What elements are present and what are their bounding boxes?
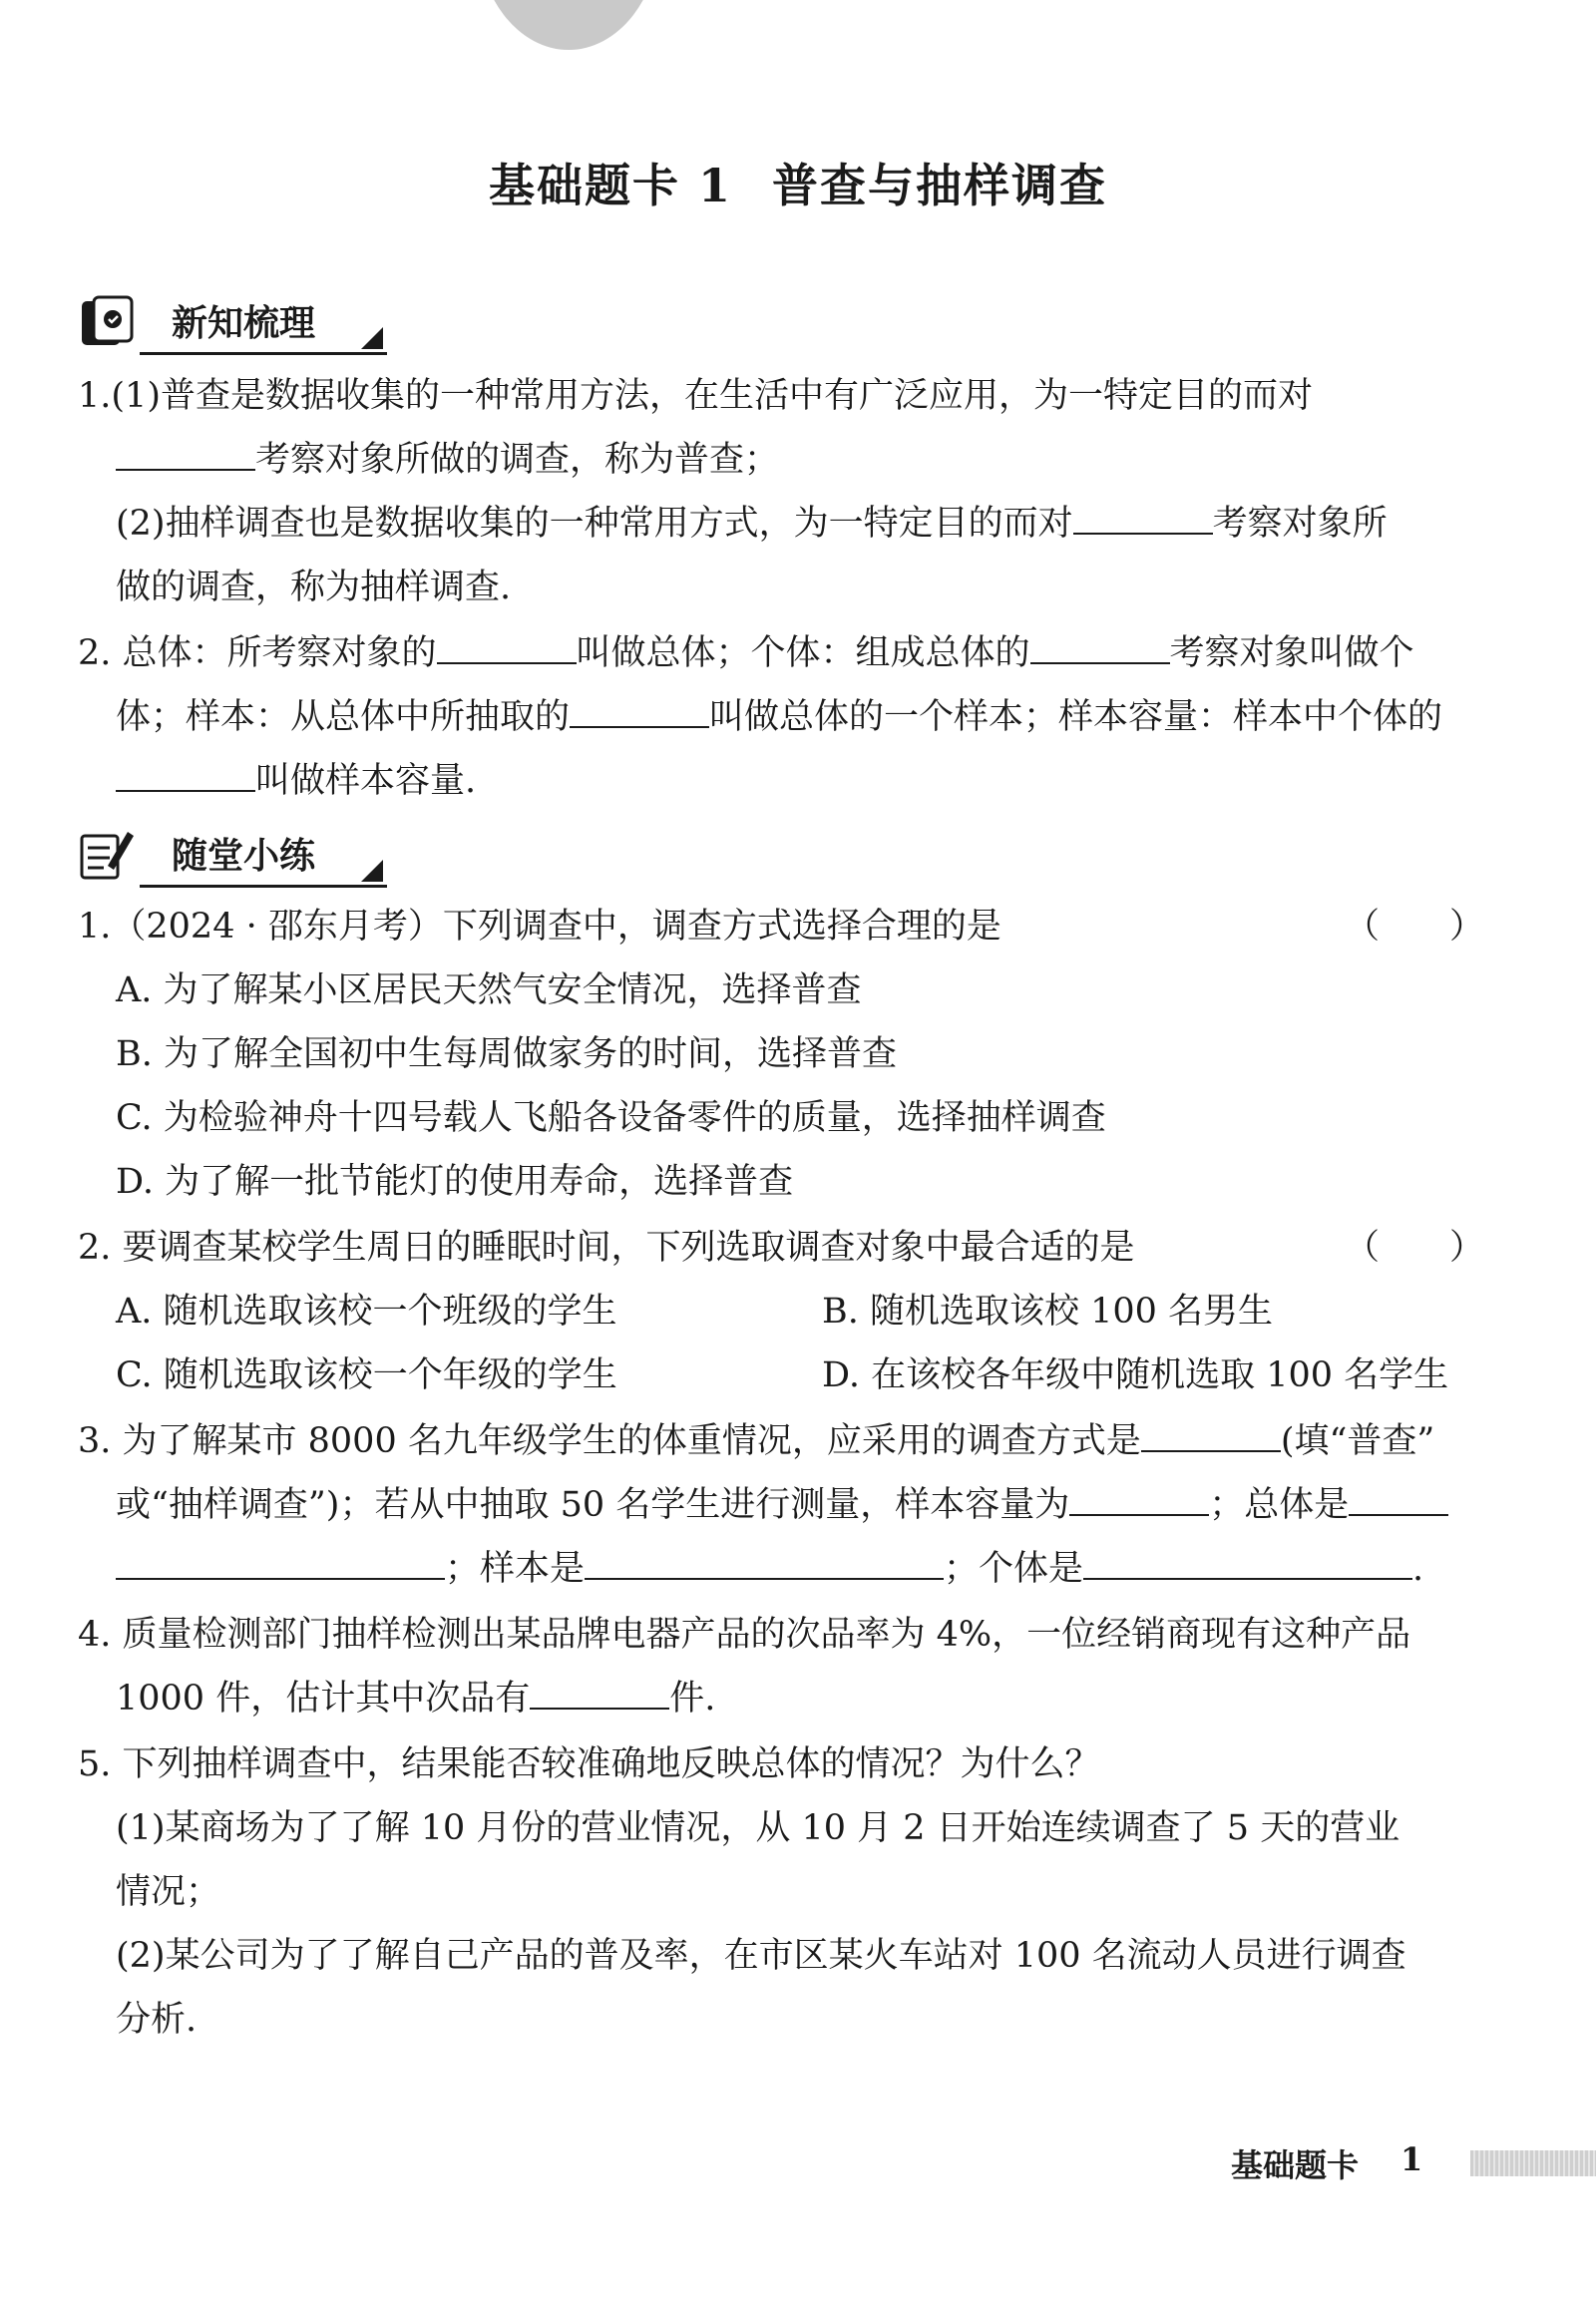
- answer-blank[interactable]: [585, 1544, 944, 1580]
- practice-q1-option-a: A. 为了解某小区居民天然气安全情况，选择普查: [116, 970, 862, 1010]
- pencil-notepad-icon: [78, 826, 136, 882]
- page-number: 1: [1400, 2140, 1423, 2178]
- practice-q4-line1: 4. 质量检测部门抽样检测出某品牌电器产品的次品率为 4%，一位经销商现有这种产品: [78, 1615, 1411, 1655]
- option-b: B. 随机选取该校 100 名男生: [822, 1292, 1274, 1332]
- answer-blank[interactable]: [1349, 1480, 1448, 1516]
- practice-q5-sub1-line1: (1)某商场为了了解 10 月份的营业情况，从 10 月 2 日开始连续调查了 5 天的营业: [116, 1808, 1400, 1848]
- answer-blank[interactable]: [116, 435, 255, 471]
- answer-bracket[interactable]: （ ）: [1344, 1228, 1484, 1268]
- knowledge-q2-line1: 2. 总体：所考察对象的 叫做总体；个体：组成总体的 考察对象叫做个: [78, 628, 1484, 678]
- section-header-new-knowledge: [78, 291, 387, 355]
- practice-q1-option-c: C. 为检验神舟十四号载人飞船各设备零件的质量，选择抽样调查: [116, 1098, 1106, 1138]
- section-label: 新知梳理: [172, 303, 316, 344]
- section-label: 随堂小练: [172, 836, 316, 877]
- practice-q3-line3: ；样本是 ；个体是 .: [116, 1544, 1484, 1594]
- knowledge-q2-line2: 体；样本：从总体中所抽取的 叫做总体的一个样本；样本容量：样本中个体的: [116, 692, 1484, 742]
- title-card-number: 基础题卡 1: [488, 159, 733, 212]
- practice-q3-line1: 3. 为了解某市 8000 名九年级学生的体重情况，应采用的调查方式是 (填“普查”: [78, 1416, 1484, 1466]
- title-topic: 普查与抽样调查: [772, 159, 1108, 212]
- page-title: [0, 150, 1596, 215]
- practice-q1-option-b: B. 为了解全国初中生每周做家务的时间，选择普查: [116, 1034, 897, 1074]
- answer-blank[interactable]: [570, 692, 709, 728]
- practice-q5-sub2-line2: 分析.: [116, 2000, 198, 2040]
- answer-blank[interactable]: [116, 756, 255, 792]
- practice-q2-options-ab: [116, 1287, 1484, 1337]
- answer-bracket[interactable]: （ ）: [1344, 907, 1484, 947]
- answer-blank[interactable]: [1083, 1544, 1412, 1580]
- section-header-practice: [78, 824, 387, 888]
- practice-q3-line2: 或“抽样调查”)；若从中抽取 50 名学生进行测量，样本容量为 ；总体是: [116, 1480, 1484, 1530]
- answer-blank[interactable]: [530, 1674, 669, 1710]
- option-d: D. 在该校各年级中随机选取 100 名学生: [822, 1355, 1449, 1395]
- answer-blank[interactable]: [1069, 1480, 1209, 1516]
- footer-decoration-bar: [1470, 2150, 1596, 2176]
- practice-q4-line2: 1000 件，估计其中次品有 件.: [116, 1674, 1484, 1724]
- knowledge-q1-line4: 做的调查，称为抽样调查.: [116, 568, 512, 607]
- answer-blank[interactable]: [116, 1544, 445, 1580]
- answer-blank[interactable]: [1073, 499, 1213, 535]
- practice-q5-sub2-line1: (2)某公司为了了解自己产品的普及率，在市区某火车站对 100 名流动人员进行调查: [116, 1936, 1406, 1976]
- practice-q1-stem: 1.（2024 · 邵东月考）下列调查中，调查方式选择合理的是 （ ）: [78, 902, 1484, 952]
- option-c: C. 随机选取该校一个年级的学生: [116, 1355, 617, 1395]
- practice-q2-options-cd: [116, 1350, 1484, 1400]
- top-tab-decoration: [477, 0, 660, 50]
- option-a: A. 随机选取该校一个班级的学生: [116, 1292, 617, 1332]
- knowledge-q2-line3: 叫做样本容量.: [116, 756, 1484, 806]
- answer-blank[interactable]: [1030, 628, 1170, 664]
- notebook-icon: [78, 293, 136, 349]
- section-underline: [140, 352, 387, 355]
- knowledge-q1-line2: 考察对象所做的调查，称为普查；: [78, 435, 1484, 485]
- practice-q2-stem: 2. 要调查某校学生周日的睡眠时间，下列选取调查对象中最合适的是 （ ）: [78, 1223, 1484, 1273]
- section-underline: [140, 885, 387, 888]
- practice-q5-stem: 5. 下列抽样调查中，结果能否较准确地反映总体的情况？为什么？: [78, 1744, 1100, 1784]
- practice-q5-sub1-line2: 情况；: [116, 1872, 221, 1912]
- section-triangle-mark: [361, 860, 383, 882]
- footer-label: 基础题卡: [1231, 2146, 1360, 2184]
- knowledge-q1-line3: (2)抽样调查也是数据收集的一种常用方式，为一特定目的而对 考察对象所: [116, 499, 1484, 549]
- answer-blank[interactable]: [437, 628, 577, 664]
- section-triangle-mark: [361, 327, 383, 349]
- practice-q1-option-d: D. 为了解一批节能灯的使用寿命，选择普查: [116, 1162, 794, 1202]
- answer-blank[interactable]: [1141, 1416, 1281, 1452]
- knowledge-q1-line1: 1.(1)普查是数据收集的一种常用方法，在生活中有广泛应用，为一特定目的而对: [78, 376, 1313, 416]
